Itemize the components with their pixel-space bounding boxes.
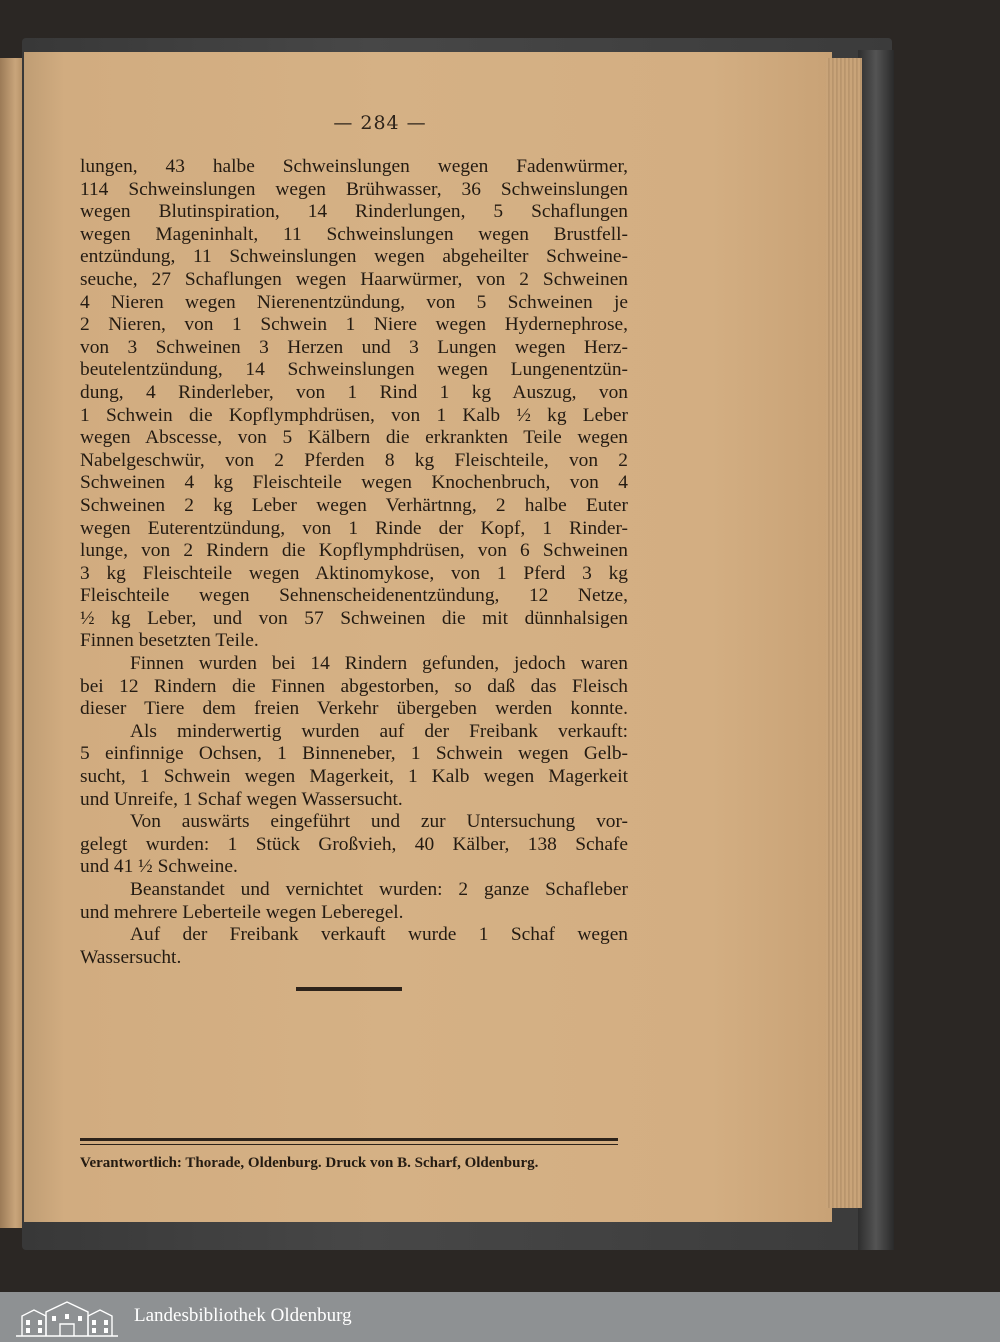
text-line: Finnen wurden bei 14 Rindern gefunden, jedoch waren (130, 653, 628, 675)
text-line: bei 12 Rindern die Finnen abgestorben, so daß das Fleisch (80, 675, 628, 697)
text-line: Nabelgeschwür, von 2 Pferden 8 kg Fleischteile, von 2 (80, 449, 628, 471)
text-line: Beanstandet und vernichtet wurden: 2 ganze Schafleber (130, 879, 628, 900)
text-line: Schweinen 4 kg Fleischteile wegen Knochenbruch, von 4 (80, 472, 628, 494)
text-line: wegen Blutinspiration, 14 Rinderlungen, 5 Schaflungen (80, 201, 628, 223)
printer-imprint: Verantwortlich: Thorade, Oldenburg. Druck von B. Scharf, Oldenburg. (80, 1155, 539, 1171)
text-line: und mehrere Leberteile wegen Leberegel. (80, 901, 404, 923)
text-line: dung, 4 Rinderleber, von 1 Rind 1 kg Auszug, von (80, 381, 628, 403)
text-line: wegen Euterentzündung, von 1 Rinde der Kopf, 1 Rinder- (80, 517, 628, 539)
library-name: Landesbibliothek Oldenburg (134, 1305, 352, 1326)
text-line: von 3 Schweinen 3 Herzen und 3 Lungen wegen Herz- (80, 336, 628, 358)
text-line: 4 Nieren wegen Nierenentzündung, von 5 Schweinen je (80, 291, 628, 313)
text-line: Als minderwertig wurden auf der Freibank verkauft: (130, 720, 628, 742)
left-page-edge (0, 58, 22, 1228)
text-line: und Unreife, 1 Schaf wegen Wassersucht. (80, 788, 403, 810)
page-text (80, 156, 628, 969)
text-line: Fleischteile wegen Sehnenscheidenentzündung, 12 Netze, (80, 585, 628, 607)
text-line: ½ kg Leber, und von 57 Schweinen die mit dünnhalsigen (80, 607, 628, 629)
text-line: wegen Mageninhalt, 11 Schweinslungen wegen Brustfell- (80, 223, 628, 245)
text-line: wegen Abscesse, von 5 Kälbern die erkrankten Teile wegen (80, 427, 628, 449)
text-line: und 41 ½ Schweine. (80, 856, 238, 878)
text-line: seuche, 27 Schaflungen wegen Haarwürmer, von 2 Schweinen (80, 268, 628, 290)
text-line: lungen, 43 halbe Schweinslungen wegen Fadenwürmer, (80, 156, 628, 177)
page-number: — 284 — (333, 112, 427, 134)
text-line: Schweinen 2 kg Leber wegen Verhärtnng, 2 halbe Euter (80, 494, 628, 516)
text-line: 114 Schweinslungen wegen Brühwasser, 36 Schweinslungen (80, 178, 628, 200)
text-line: 5 einfinnige Ochsen, 1 Binneneber, 1 Schwein wegen Gelb- (80, 743, 628, 765)
section-end-rule (296, 987, 402, 991)
text-line: Wassersucht. (80, 946, 182, 968)
text-line: Finnen besetzten Teile. (80, 630, 259, 652)
library-building-icon (12, 1296, 122, 1338)
text-line: 1 Schwein die Kopflymphdrüsen, von 1 Kalb ½ kg Leber (80, 404, 628, 426)
page-stack-edge (826, 58, 862, 1208)
text-line: lunge, von 2 Rindern die Kopflymphdrüsen, von 6 Schweinen (80, 540, 628, 562)
text-line: gelegt wurden: 1 Stück Großvieh, 40 Kälber, 138 Schafe (80, 833, 628, 855)
text-line: Auf der Freibank verkauft wurde 1 Schaf wegen (130, 924, 628, 946)
text-line: beutelentzündung, 14 Schweinslungen wegen Lungenentzün- (80, 359, 628, 381)
text-line: Von auswärts eingeführt und zur Untersuchung vor- (130, 811, 628, 833)
text-line: sucht, 1 Schwein wegen Magerkeit, 1 Kalb wegen Magerkeit (80, 766, 628, 788)
text-line: dieser Tiere dem freien Verkehr übergeben werden konnte. (80, 698, 628, 720)
footer-rule-thin (80, 1144, 618, 1145)
text-line: 2 Nieren, von 1 Schwein 1 Niere wegen Hydernephrose, (80, 314, 628, 336)
text-line: 3 kg Fleischteile wegen Aktinomykose, von 1 Pferd 3 kg (80, 562, 628, 584)
text-line: entzündung, 11 Schweinslungen wegen abgeheilter Schweine- (80, 246, 628, 268)
cover-edge (858, 50, 894, 1250)
footer-rule (80, 1138, 618, 1141)
